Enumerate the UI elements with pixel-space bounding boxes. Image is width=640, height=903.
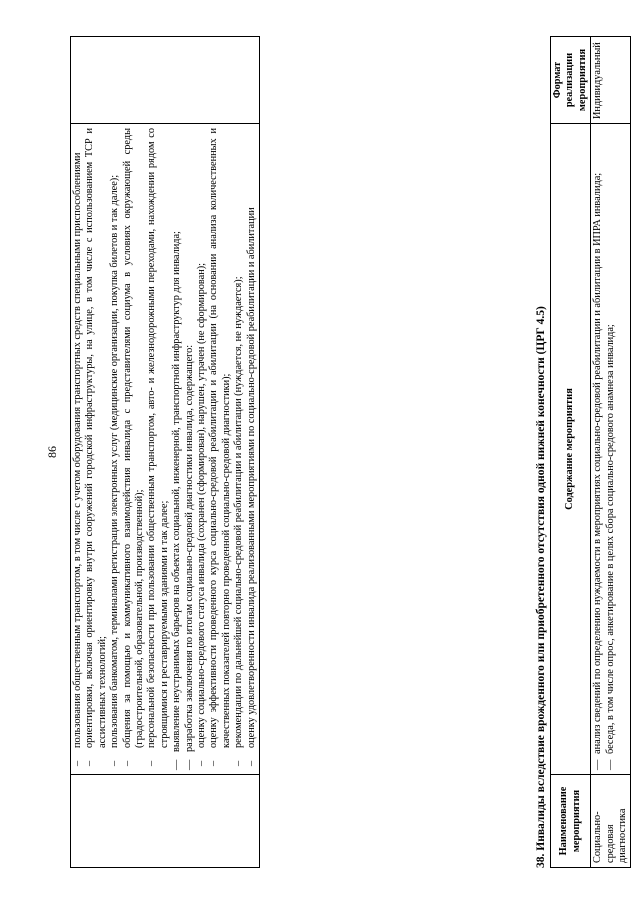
list-item: – рекомендации по дальнейшей социально-средовой реабилитации и абилитации (нуждается, не нуждается); [233, 128, 245, 770]
rotated-content [40, 36, 629, 868]
list-item: – пользования общественным транспортом, в том числе с учетом оборудования транспортных средств специальными приспособлениями [72, 128, 84, 770]
list-item: – оценку эффективности проведенного курса социально-средовой реабилитации и абилитации (на основании анализа количественных и качественных показателей повторно проведенной социально-средовой диагностики); [208, 128, 233, 770]
list-item: – ориентировки, включая ориентировку внутри сооружений городской инфраструктуры, на улице, в том числе с использованием ТСР и ассистивных технологий; [84, 128, 109, 770]
section-table [550, 36, 631, 868]
content-cell [71, 124, 260, 775]
list-item: — выявление неустранимых барьеров на объектах социальной, инженерной, транспортной инфраструктур для инвалида; [171, 128, 183, 770]
section-title: 38. Инвалиды вследствие врожденного или приобретенного отсутствия одной нижней конечности (ЦРГ 4.5) [535, 306, 547, 868]
list-item: – общения за помощью и коммуникативного взаимодействия инвалида с представителями социума в условиях окружающей среды (градостроительной, образовательной, производственной); [122, 128, 147, 770]
header-content: Содержание мероприятия [551, 124, 591, 775]
list-item: – оценку удовлетворенности инвалида реализованными мероприятиями по социально-средовой реабилитации и абилитации [246, 128, 258, 770]
content-line: — анализ сведений по определению нуждаемости в мероприятиях социально-средовой реабилитации и абилитации в ИПРА инвалида; [592, 128, 604, 770]
row-name: Социально-средовая диагностика [591, 775, 631, 868]
table-header-row [551, 37, 591, 868]
page-number: 86 [45, 446, 59, 458]
table-row [71, 37, 260, 868]
list-item: – персональной безопасности при пользовании общественным транспортом, авто- и железнодорожными переходами, нахождении рядом со строящимися и реставрируемыми зданиями и так далее; [146, 128, 171, 770]
row-content [591, 124, 631, 775]
row-format: Индивидуальный [591, 37, 631, 124]
list-item: – пользования банкоматом, терминалами регистрации электронных услуг (медицинские организации, покупка билетов и так далее); [109, 128, 121, 770]
format-cell-empty [71, 37, 260, 124]
list-item: — разработка заключения по итогам социально-средовой диагностики инвалида, содержащего: [184, 128, 196, 770]
header-format: Формат реализации мероприятия [551, 37, 591, 124]
name-cell-empty [71, 775, 260, 868]
continuation-table [70, 36, 260, 868]
list-item: – оценку социально-средового статуса инвалида (сохранен (сформирован), нарушен, утрачен (не сформирован); [196, 128, 208, 770]
content-list [72, 128, 258, 770]
table-row [591, 37, 631, 868]
content-line: — беседа, в том числе опрос, анкетирование в целях сбора социально-средового анамнеза инвалида; [605, 128, 617, 770]
header-name: Наименование мероприятия [551, 775, 591, 868]
